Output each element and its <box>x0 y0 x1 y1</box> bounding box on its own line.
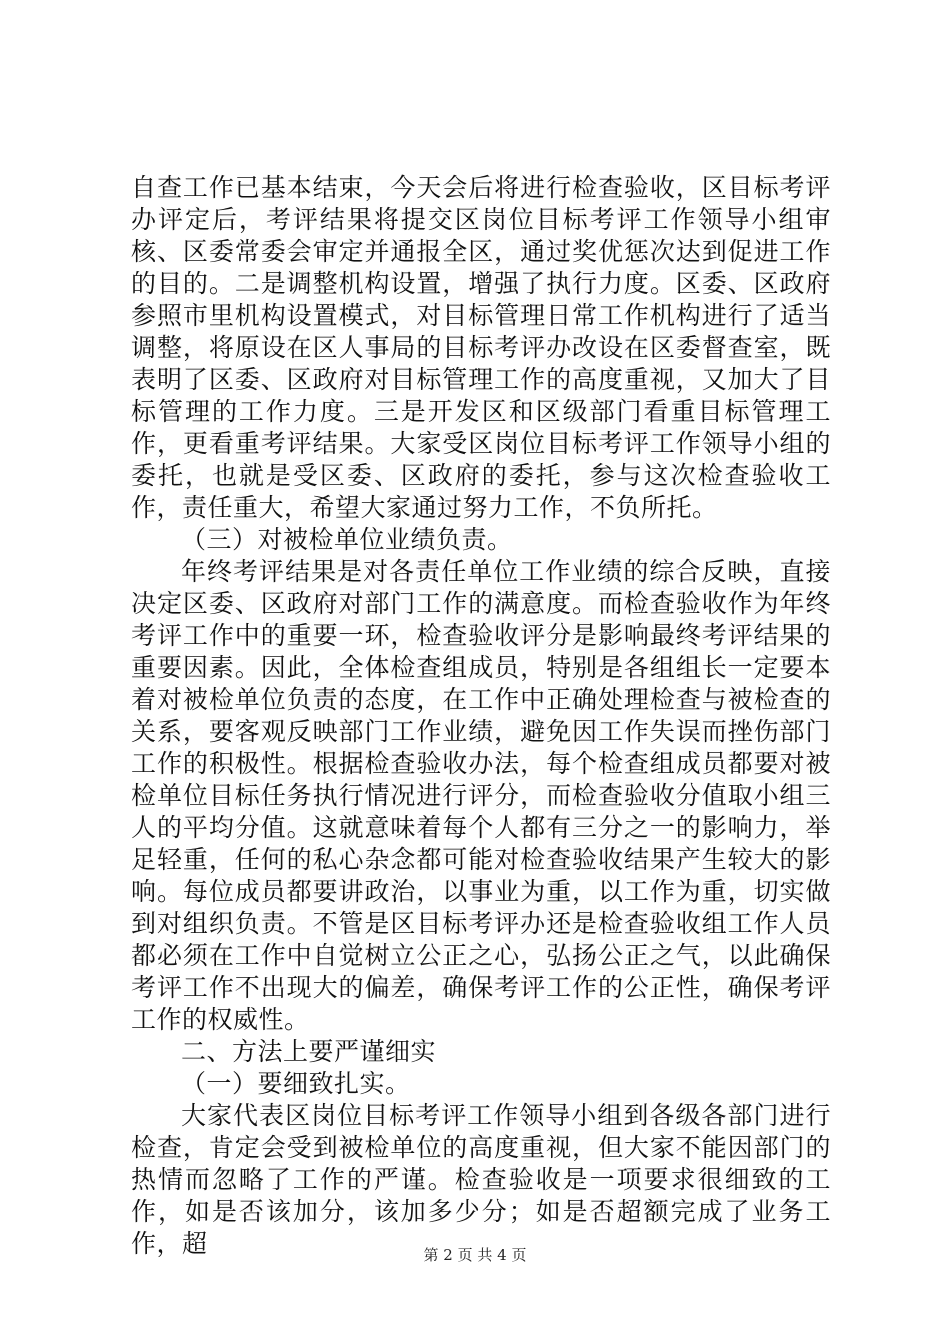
section-heading-san: （三）对被检单位业绩负责。 <box>181 525 513 554</box>
document-body <box>131 172 831 1260</box>
subsection-heading-yi: （一）要细致扎实。 <box>181 1069 411 1098</box>
paragraph-body: 年终考评结果是对各责任单位工作业绩的综合反映，直接决定区委、区政府对部门工作的满意度。而检查验收作为年终考评工作中的重要一环，检查验收评分是影响最终考评结果的重要因素。因此，全体检查组成员，特别是各组组长一定要本着对被检单位负责的态度，在工作中正确处理检查与被检查的关系，要客观反映部门工作业绩，避免因工作失误而挫伤部门工作的积极性。根据检查验收办法，每个检查组成员都要对被检单位目标任务执行情况进行评分，而检查验收分值取小组三人的平均分值。这就意味着每个人都有三分之一的影响力，举足轻重，任何的私心杂念都可能对检查验收结果产生较大的影响。每位成员都要讲政治，以事业为重，以工作为重，切实做到对组织负责。不管是区目标考评办还是检查验收组工作人员都必须在工作中自觉树立公正之心，弘扬公正之气，以此确保考评工作不出现大的偏差，确保考评工作的公正性，确保考评工作的权威性。 <box>131 557 831 1034</box>
paragraph-continuation: 自查工作已基本结束，今天会后将进行检查验收，区目标考评办评定后，考评结果将提交区岗位目标考评工作领导小组审核、区委常委会审定并通报全区，通过奖优惩次达到促进工作的目的。二是调整机构设置，增强了执行力度。区委、区政府参照市里机构设置模式，对目标管理日常工作机构进行了适当调整，将原设在区人事局的目标考评办改设在区委督查室，既表明了区委、区政府对目标管理工作的高度重视，又加大了目标管理的工作力度。三是开发区和区级部门看重目标管理工作，更看重考评结果。大家受区岗位目标考评工作领导小组的委托，也就是受区委、区政府的委托，参与这次检查验收工作，责任重大，希望大家通过努力工作，不负所托。 <box>131 173 831 522</box>
section-heading-methods: 二、方法上要严谨细实 <box>181 1037 437 1066</box>
paragraph-body: 大家代表区岗位目标考评工作领导小组到各级各部门进行检查，肯定会受到被检单位的高度重视，但大家不能因部门的热情而忽略了工作的严谨。检查验收是一项要求很细致的工作，如是否该加分，该加多少分；如是否超额完成了业务工作，超 <box>131 1101 831 1258</box>
page-number-footer: 第 2 页 共 4 页 <box>423 1246 527 1264</box>
